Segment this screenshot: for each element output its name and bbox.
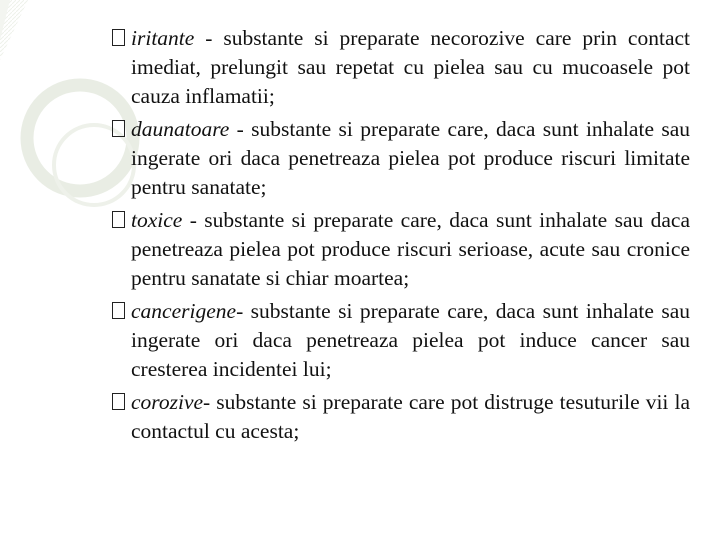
square-bullet-icon [112, 302, 125, 319]
square-bullet-icon [112, 29, 125, 46]
term-label: daunatoare [131, 117, 230, 141]
square-bullet-icon [112, 211, 125, 228]
list-item [112, 297, 690, 384]
list-item [112, 115, 690, 202]
square-bullet-icon [112, 120, 125, 137]
term-label: cancerigene [131, 299, 237, 323]
term-definition: - substante si preparate necorozive care prin contact imediat, prelungit sau repetat cu pielea sau cu mucoasele pot cauza inflamatii; [131, 26, 690, 108]
term-label: corozive [131, 390, 204, 414]
square-bullet-icon [112, 393, 125, 410]
term-definition: - substante si preparate care, daca sunt inhalate sau daca penetreaza pielea pot produce riscuri serioase, acute sau cronice pentru sanatate si chiar moartea; [131, 208, 690, 290]
term-definition: - substante si preparate care, daca sunt inhalate sau ingerate ori daca penetreaza pielea pot induce cancer sau cresterea incidentei lui; [131, 299, 690, 381]
list-item [112, 388, 690, 446]
term-label: iritante [131, 26, 195, 50]
bullet-list [112, 24, 690, 450]
list-item [112, 206, 690, 293]
term-label: toxice [131, 208, 183, 232]
term-definition: - substante si preparate care pot distruge tesuturile vii la contactul cu acesta; [131, 390, 690, 443]
list-item [112, 24, 690, 111]
term-definition: - substante si preparate care, daca sunt inhalate sau ingerate ori daca penetreaza pielea pot produce riscuri limitate pentru sanatate; [131, 117, 690, 199]
